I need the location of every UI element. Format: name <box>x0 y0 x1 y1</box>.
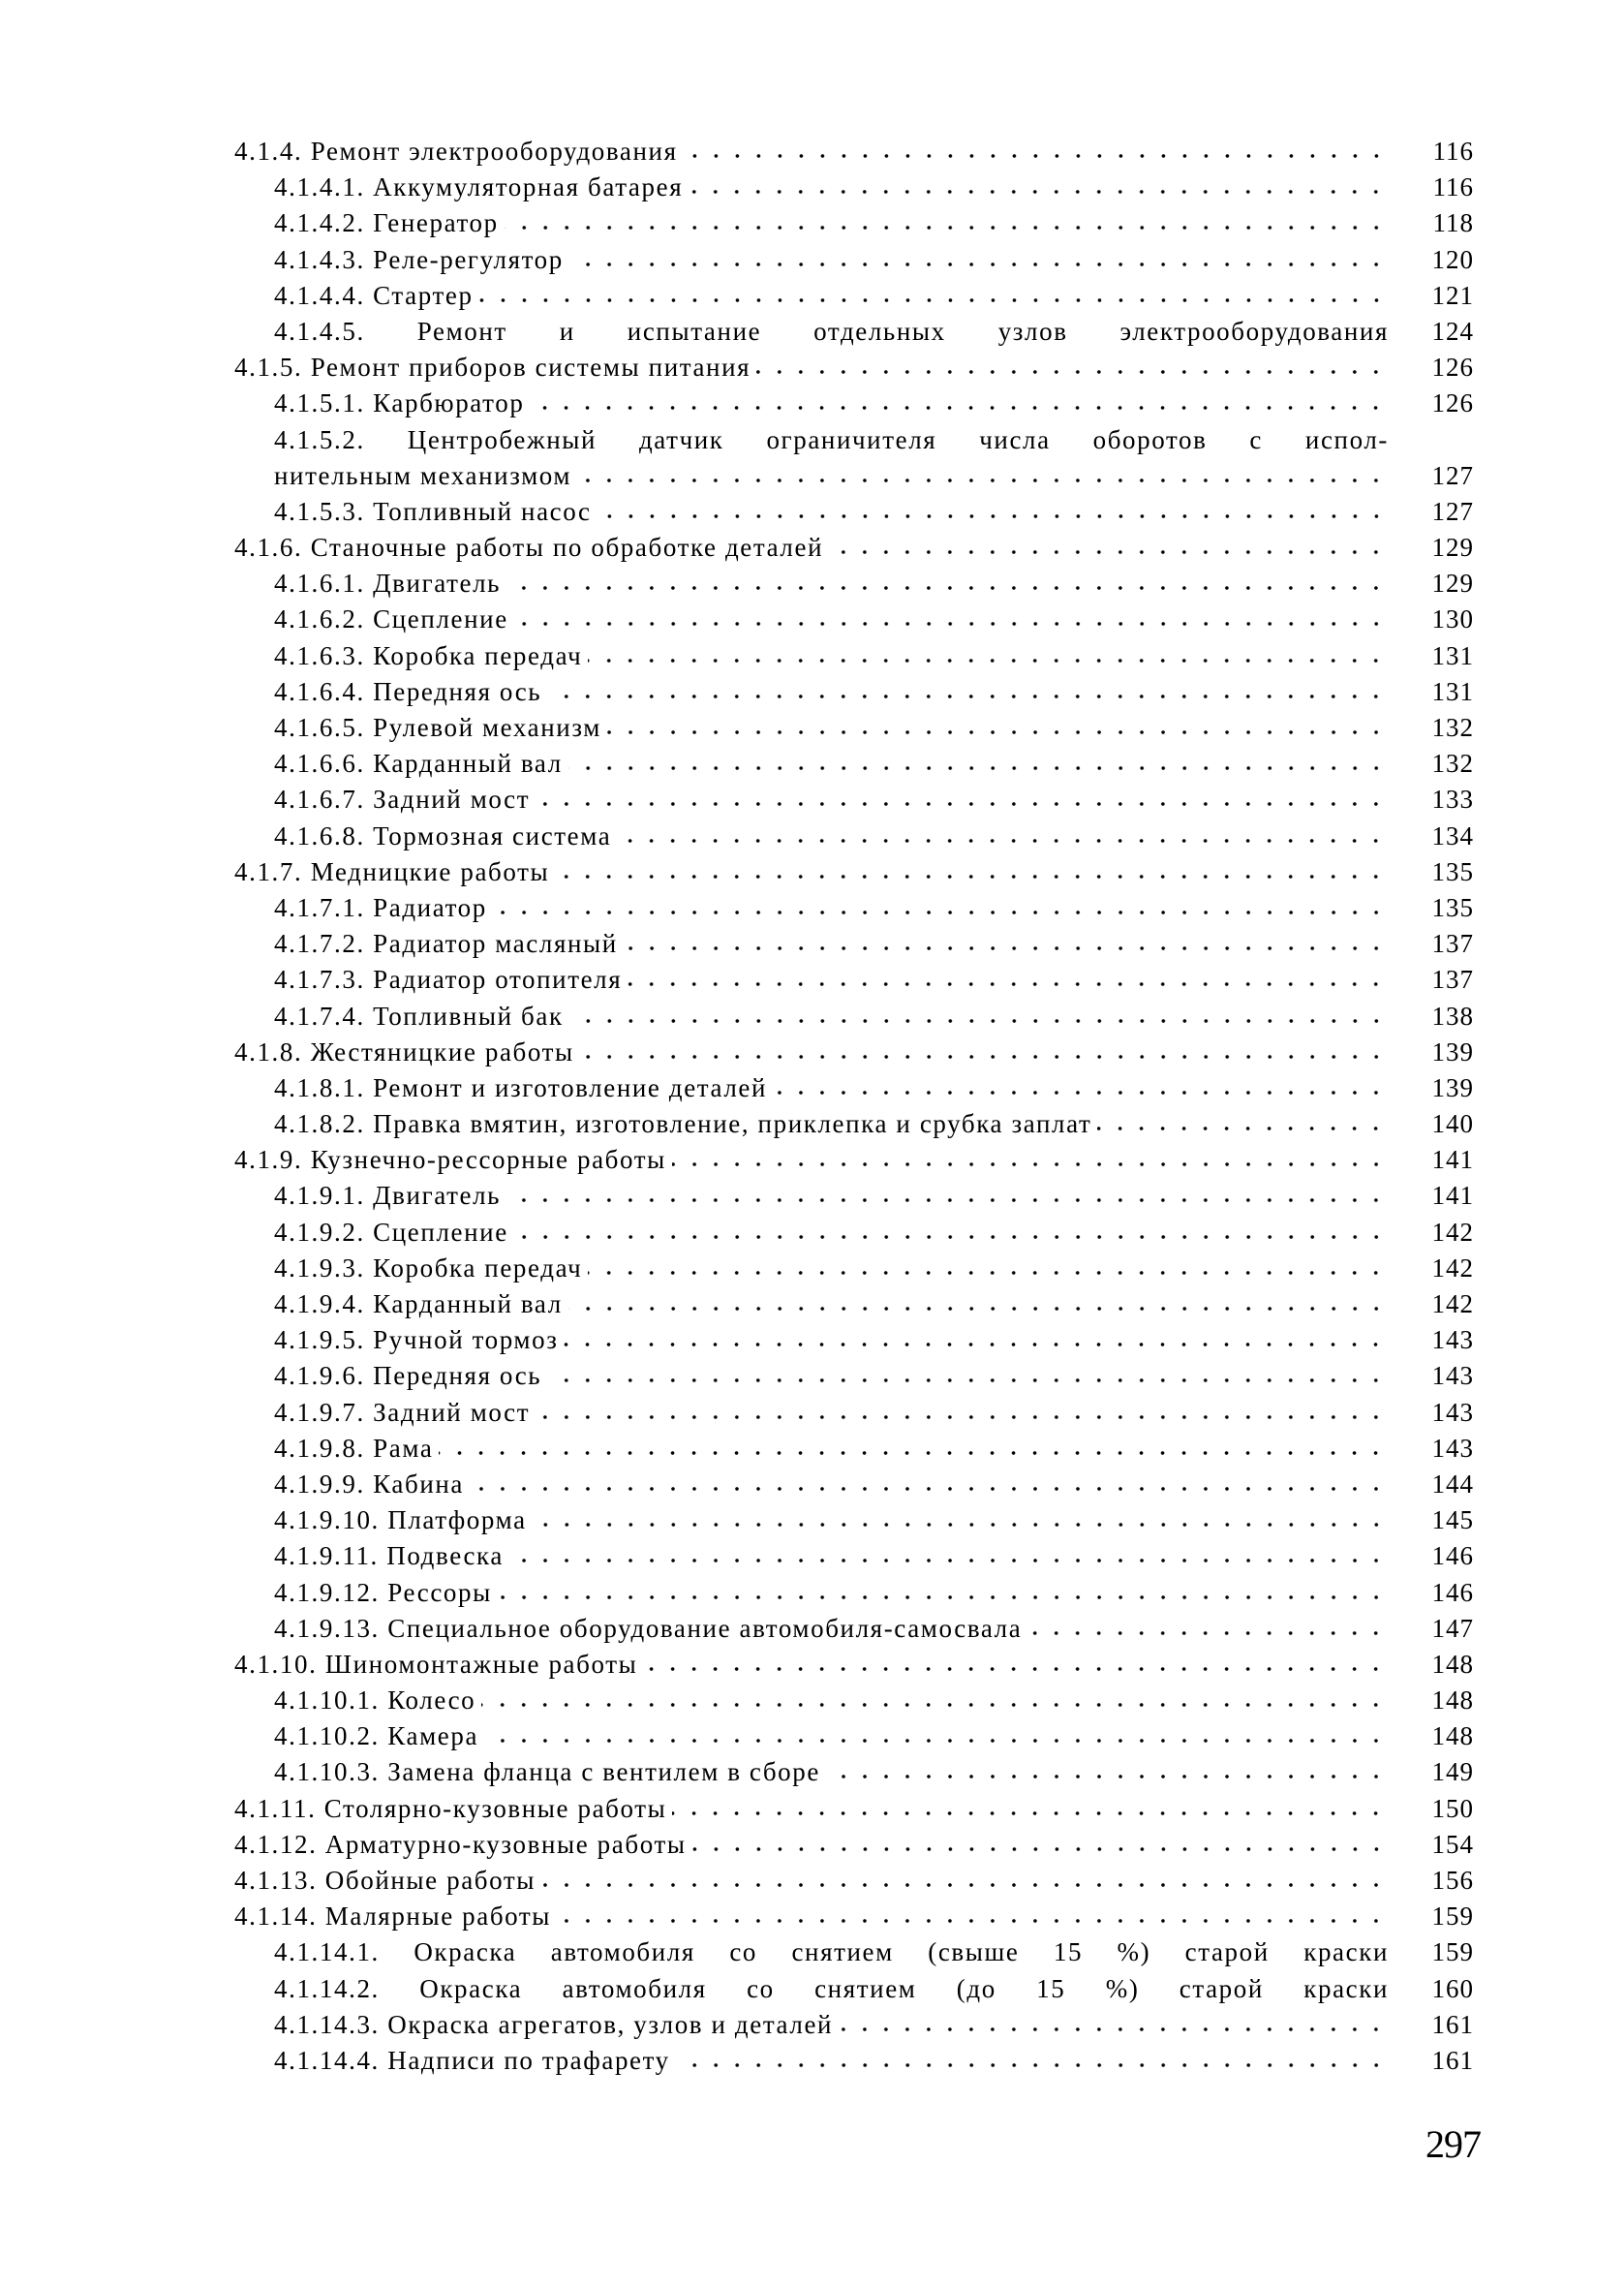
toc-entry-title: 4.1.6.6. Карданный вал <box>274 749 563 779</box>
dot-leader <box>643 1665 1387 1673</box>
toc-entry-title: 4.1.9.5. Ручной тормоз <box>274 1325 559 1355</box>
dot-leader <box>514 1233 1387 1241</box>
toc-entry-page: 127 <box>1431 460 1474 490</box>
toc-entry-title: 4.1.6.2. Сцепление <box>274 604 508 634</box>
dot-leader <box>624 944 1387 952</box>
toc-subsection <box>234 962 1474 998</box>
toc-subsection <box>234 386 1474 421</box>
toc-entry-title: 4.1.8.2. Правка вмятин, изготовление, приклепка и срубка заплат <box>274 1109 1092 1139</box>
dot-leader <box>773 1089 1387 1097</box>
dot-leader <box>692 1845 1387 1853</box>
dot-leader <box>479 296 1387 304</box>
toc-section <box>234 1791 1474 1827</box>
toc-entry-page: 142 <box>1431 1217 1474 1247</box>
toc-entry-title: 4.1.10.2. Камера <box>274 1721 479 1751</box>
toc-subsection <box>234 674 1474 710</box>
toc-subsection <box>234 2043 1474 2079</box>
toc-entry-page: 129 <box>1431 569 1474 599</box>
dot-leader <box>839 2025 1387 2033</box>
dot-leader <box>568 764 1387 772</box>
toc-subsection <box>234 1683 1474 1718</box>
toc-section <box>234 1863 1474 1899</box>
dot-leader <box>577 477 1387 484</box>
toc-subsection <box>234 1251 1474 1286</box>
toc-entry-page: 149 <box>1431 1757 1474 1787</box>
toc-entry-page: 139 <box>1431 1036 1474 1067</box>
toc-entry-page: 148 <box>1431 1649 1474 1679</box>
toc-subsection <box>234 819 1474 854</box>
toc-entry-title: 4.1.4.1. Аккумуляторная батарея <box>274 172 684 202</box>
toc-entry-page: 131 <box>1431 676 1474 706</box>
toc-subsection <box>234 458 1474 494</box>
toc-entry-title: 4.1.8. Жестяницкие работы <box>234 1036 574 1067</box>
dot-leader <box>588 657 1387 665</box>
toc-entry-page: 137 <box>1431 929 1474 959</box>
toc-entry-page: 126 <box>1431 353 1474 383</box>
toc-section <box>234 350 1474 386</box>
toc-entry-page: 148 <box>1431 1685 1474 1716</box>
page-number: 297 <box>1425 2122 1481 2166</box>
dot-leader <box>555 873 1387 881</box>
toc-entry-title: 4.1.14.2. Окраска автомобиля со снятием (до 15 %) старой краски <box>274 1973 1389 2003</box>
toc-section <box>234 1647 1474 1683</box>
toc-entry-page: 138 <box>1431 1001 1474 1031</box>
toc-entry-page: 129 <box>1431 533 1474 563</box>
toc-subsection <box>234 602 1474 637</box>
toc-entry-title: 4.1.5.2. Центробежный датчик ограничителя числа оборотов с испол- <box>274 424 1389 454</box>
toc-entry-title: 4.1.5.1. Карбюратор <box>274 388 525 418</box>
toc-entry-title: нительным механизмом <box>274 460 572 490</box>
toc-entry-page: 143 <box>1431 1361 1474 1391</box>
toc-entry-page: 126 <box>1431 388 1474 418</box>
toc-entry-title: 4.1.9.9. Кабина <box>274 1469 465 1499</box>
toc-entry-page: 132 <box>1431 713 1474 742</box>
toc-subsection <box>234 1971 1474 2007</box>
dot-leader <box>829 548 1387 556</box>
toc-entry-title: 4.1.4.2. Генератор <box>274 208 499 238</box>
dot-leader <box>493 909 1387 916</box>
dot-leader <box>481 1701 1387 1709</box>
toc-subsection <box>234 710 1474 746</box>
toc-entry-page: 159 <box>1431 1937 1474 1967</box>
toc-entry-title: 4.1.6.3. Коробка передач <box>274 640 583 670</box>
toc-entry-title: 4.1.4.5. Ремонт и испытание отдельных узлов электрооборудования <box>274 316 1389 346</box>
toc-section <box>234 1035 1474 1070</box>
dot-leader <box>536 800 1387 808</box>
toc-subsection <box>234 782 1474 818</box>
toc-subsection <box>234 890 1474 926</box>
dot-leader <box>509 1557 1387 1564</box>
toc-subsection <box>234 422 1474 458</box>
toc-entry-page: 144 <box>1431 1469 1474 1499</box>
toc-subsection <box>234 1431 1474 1467</box>
toc-subsection <box>234 1070 1474 1106</box>
toc-entry-page: 120 <box>1431 244 1474 274</box>
toc-entry-page: 135 <box>1431 892 1474 922</box>
dot-leader <box>498 1593 1387 1601</box>
dot-leader <box>541 1881 1387 1889</box>
dot-leader <box>484 1737 1387 1745</box>
toc-entry-page: 146 <box>1431 1577 1474 1607</box>
toc-section <box>234 1142 1474 1178</box>
toc-subsection <box>234 1502 1474 1538</box>
toc-entry-page: 142 <box>1431 1252 1474 1283</box>
toc-entry-page: 130 <box>1431 604 1474 634</box>
toc-subsection <box>234 1575 1474 1611</box>
toc-subsection <box>234 494 1474 530</box>
toc-entry-title: 4.1.10. Шиномонтажные работы <box>234 1649 638 1679</box>
toc-entry-title: 4.1.14. Малярные работы <box>234 1902 552 1932</box>
dot-leader <box>568 1305 1387 1313</box>
toc-entry-page: 124 <box>1431 316 1474 346</box>
toc-entry-page: 148 <box>1431 1721 1474 1751</box>
dot-leader <box>676 2061 1387 2069</box>
dot-leader <box>1027 1629 1387 1637</box>
toc-subsection <box>234 1358 1474 1394</box>
toc-entry-page: 139 <box>1431 1072 1474 1102</box>
toc-entry-title: 4.1.6. Станочные работы по обработке деталей <box>234 533 824 563</box>
toc-entry-title: 4.1.9.1. Двигатель <box>274 1181 502 1211</box>
toc-section <box>234 1899 1474 1934</box>
toc-entry-title: 4.1.9.6. Передняя ось <box>274 1361 542 1391</box>
toc-entry-title: 4.1.10.1. Колесо <box>274 1685 476 1716</box>
toc-entry-title: 4.1.6.4. Передняя ось <box>274 676 542 706</box>
toc-entry-title: 4.1.9.4. Карданный вал <box>274 1289 563 1318</box>
toc-entry-title: 4.1.9.8. Рама <box>274 1433 434 1463</box>
dot-leader <box>564 1341 1387 1348</box>
toc-subsection <box>234 2007 1474 2043</box>
toc-entry-page: 134 <box>1431 820 1474 850</box>
toc-entry-page: 147 <box>1431 1613 1474 1643</box>
dot-leader <box>505 224 1387 232</box>
toc-entry-page: 142 <box>1431 1289 1474 1318</box>
toc-subsection <box>234 566 1474 602</box>
toc-entry-title: 4.1.9.13. Специальное оборудование автомобиля-самосвала <box>274 1613 1023 1643</box>
toc-subsection <box>234 1718 1474 1754</box>
toc-entry-page: 146 <box>1431 1541 1474 1571</box>
toc-subsection <box>234 926 1474 962</box>
toc-subsection <box>234 1754 1474 1790</box>
toc-entry-page: 140 <box>1431 1109 1474 1139</box>
toc-entry-page: 141 <box>1431 1181 1474 1211</box>
toc-entry-page: 131 <box>1431 640 1474 670</box>
toc-entry-page: 154 <box>1431 1829 1474 1859</box>
toc-entry-title: 4.1.7.4. Топливный бак <box>274 1001 564 1031</box>
toc-subsection <box>234 999 1474 1035</box>
dot-leader <box>672 1809 1387 1817</box>
dot-leader <box>588 1269 1387 1277</box>
dot-leader <box>470 1485 1387 1493</box>
toc-entry-page: 143 <box>1431 1325 1474 1355</box>
dot-leader <box>530 404 1387 412</box>
toc-entry-title: 4.1.4.3. Реле-регулятор <box>274 244 564 274</box>
dot-leader <box>684 152 1387 160</box>
toc-subsection <box>234 170 1474 205</box>
dot-leader <box>1097 1125 1387 1132</box>
toc-entry-title: 4.1.9.11. Подвеска <box>274 1541 504 1571</box>
toc-section <box>234 1827 1474 1863</box>
toc-entry-title: 4.1.9.3. Коробка передач <box>274 1252 583 1283</box>
dot-leader <box>569 1017 1387 1025</box>
dot-leader <box>580 1053 1387 1061</box>
toc-entry-page: 116 <box>1432 137 1474 166</box>
toc-entry-title: 4.1.4.4. Стартер <box>274 280 474 310</box>
toc-entry-title: 4.1.11. Столярно-кузовные работы <box>234 1793 667 1823</box>
toc-subsection <box>234 638 1474 674</box>
toc-entry-title: 4.1.8.1. Ремонт и изготовление деталей <box>274 1072 768 1102</box>
dot-leader <box>756 368 1387 376</box>
toc-section <box>234 530 1474 566</box>
toc-entry-title: 4.1.14.1. Окраска автомобиля со снятием (свыше 15 %) старой краски <box>274 1937 1389 1967</box>
toc-subsection <box>234 1934 1474 1970</box>
toc-entry-title: 4.1.9.10. Платформа <box>274 1505 527 1535</box>
toc-entry-page: 150 <box>1431 1793 1474 1823</box>
toc-subsection <box>234 278 1474 314</box>
toc-subsection <box>234 1178 1474 1214</box>
dot-leader <box>557 1917 1387 1925</box>
toc-section <box>234 854 1474 890</box>
toc-entry-title: 4.1.4. Ремонт электрооборудования <box>234 137 678 166</box>
dot-leader <box>439 1449 1387 1457</box>
toc-entry-page: 127 <box>1431 496 1474 526</box>
toc-entry-title: 4.1.5.3. Топливный насос <box>274 496 592 526</box>
dot-leader <box>514 620 1387 628</box>
toc-subsection <box>234 242 1474 278</box>
toc-entry-title: 4.1.13. Обойные работы <box>234 1866 536 1895</box>
toc-entry-page: 141 <box>1431 1145 1474 1175</box>
toc-entry-title: 4.1.14.3. Окраска агрегатов, узлов и деталей <box>274 2009 834 2039</box>
toc-subsection <box>234 746 1474 782</box>
toc-subsection <box>234 1395 1474 1431</box>
toc-entry-title: 4.1.5. Ремонт приборов системы питания <box>234 353 751 383</box>
dot-leader <box>826 1773 1387 1780</box>
toc-subsection <box>234 1467 1474 1502</box>
dot-leader <box>533 1521 1387 1529</box>
toc-entry-title: 4.1.9. Кузнечно-рессорные работы <box>234 1145 666 1175</box>
toc-entry-title: 4.1.9.2. Сцепление <box>274 1217 508 1247</box>
dot-leader <box>547 693 1387 700</box>
toc-entry-page: 160 <box>1431 1973 1474 2003</box>
toc-entry-page: 161 <box>1431 2045 1474 2075</box>
dot-leader <box>628 980 1387 988</box>
toc-entry-title: 4.1.7.3. Радиатор отопителя <box>274 965 623 995</box>
toc-entry-title: 4.1.12. Арматурно-кузовные работы <box>234 1829 687 1859</box>
toc-subsection <box>234 1322 1474 1358</box>
toc-subsection <box>234 1286 1474 1322</box>
dot-leader <box>617 837 1387 845</box>
toc-entry-page: 133 <box>1431 785 1474 815</box>
toc-subsection <box>234 1611 1474 1647</box>
toc-subsection <box>234 1106 1474 1142</box>
toc-entry-title: 4.1.7.1. Радиатор <box>274 892 487 922</box>
toc-entry-page: 116 <box>1432 172 1474 202</box>
dot-leader <box>506 584 1387 592</box>
toc-entry-title: 4.1.6.8. Тормозная система <box>274 820 612 850</box>
toc-entry-page: 145 <box>1431 1505 1474 1535</box>
dot-leader <box>569 261 1387 268</box>
toc-entry-page: 135 <box>1431 856 1474 886</box>
dot-leader <box>689 188 1387 196</box>
toc-entry-page: 156 <box>1431 1866 1474 1895</box>
toc-subsection <box>234 1538 1474 1574</box>
toc-entry-title: 4.1.14.4. Надписи по трафарету <box>274 2045 670 2075</box>
toc-entry-page: 143 <box>1431 1397 1474 1427</box>
dot-leader <box>598 512 1387 520</box>
toc-entry-page: 121 <box>1431 280 1474 310</box>
toc-entry-page: 132 <box>1431 749 1474 779</box>
toc-subsection <box>234 314 1474 350</box>
toc-entry-title: 4.1.9.12. Рессоры <box>274 1577 492 1607</box>
toc-entry-title: 4.1.6.5. Рулевой механизм <box>274 713 601 742</box>
toc-entry-title: 4.1.6.1. Двигатель <box>274 569 502 599</box>
toc-subsection <box>234 205 1474 241</box>
toc-entry-page: 161 <box>1431 2009 1474 2039</box>
toc-entry-page: 137 <box>1431 965 1474 995</box>
dot-leader <box>506 1196 1387 1204</box>
toc-entry-page: 159 <box>1431 1902 1474 1932</box>
dot-leader <box>607 728 1387 736</box>
dot-leader <box>547 1376 1387 1384</box>
dot-leader <box>536 1413 1387 1421</box>
table-of-contents <box>234 134 1474 2079</box>
toc-entry-title: 4.1.9.7. Задний мост <box>274 1397 531 1427</box>
toc-subsection <box>234 1215 1474 1251</box>
toc-entry-title: 4.1.10.3. Замена фланца с вентилем в сборе <box>274 1757 820 1787</box>
toc-entry-page: 118 <box>1432 208 1474 238</box>
dot-leader <box>672 1160 1387 1168</box>
toc-section <box>234 134 1474 170</box>
toc-entry-page: 143 <box>1431 1433 1474 1463</box>
toc-entry-title: 4.1.7.2. Радиатор масляный <box>274 929 618 959</box>
toc-entry-title: 4.1.6.7. Задний мост <box>274 785 531 815</box>
toc-entry-title: 4.1.7. Медницкие работы <box>234 856 550 886</box>
